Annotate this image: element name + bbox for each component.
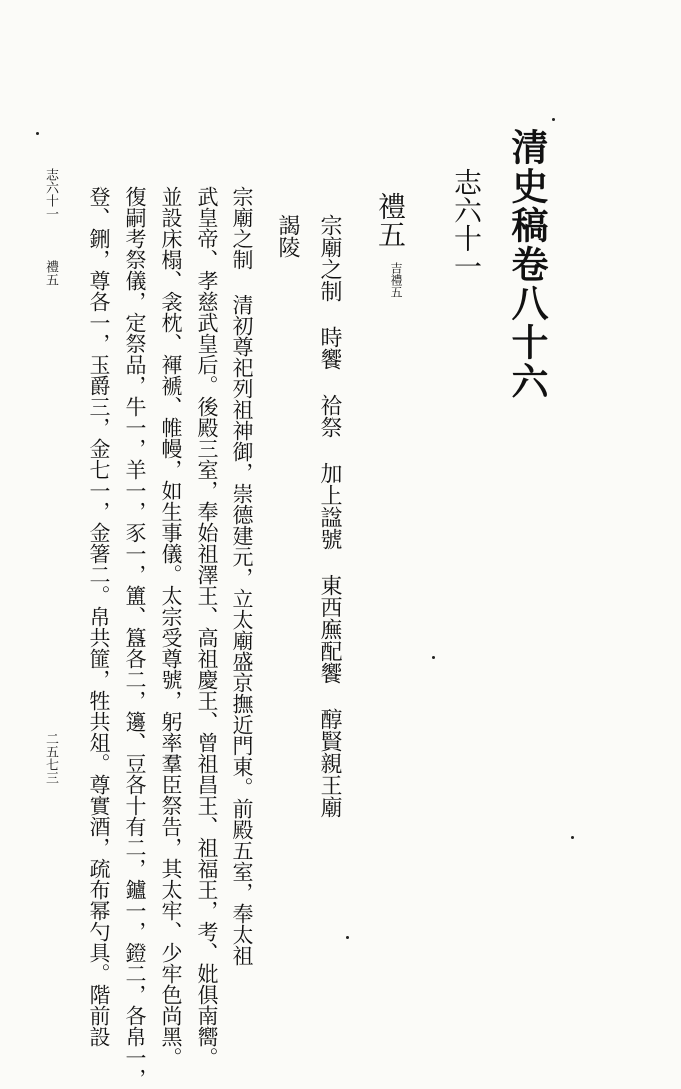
- toc-item: 宗廟之制: [317, 214, 342, 302]
- body-text-line: 並設床榻、衾枕、褌褫、帷幔，如生事儀。太宗受尊號，躬率羣臣祭告，其太牢、少牢色尚黑。: [159, 186, 183, 1068]
- table-of-contents-line-2: [276, 214, 298, 258]
- section-title: 禮五: [374, 192, 407, 248]
- book-title: 清史稿卷八十六: [505, 128, 549, 401]
- body-text-line: 復嗣考祭儀，定祭品，牛一，羊一，豕一，簠、簋各二，籩、豆各十有二，鑪一，鐙二，各帛一，: [123, 186, 147, 1089]
- table-of-contents-line-1: [318, 214, 340, 818]
- body-text-line: 武皇帝、孝慈武皇后。後殿三室，奉始祖澤王、高祖慶王、曾祖昌王、祖福王，考、妣俱南嚮。: [195, 186, 219, 1068]
- footer-section: 禮五: [43, 260, 58, 286]
- footer-volume: 志六十一: [43, 168, 58, 220]
- speck-mark: [36, 132, 39, 135]
- speck-mark: [432, 656, 435, 659]
- toc-item: 謁陵: [275, 214, 300, 258]
- speck-mark: [346, 936, 349, 939]
- toc-item: 東西廡配饗: [317, 574, 342, 684]
- section-note: 吉禮五: [389, 262, 403, 298]
- volume-title: 志六十一: [450, 168, 483, 280]
- speck-mark: [571, 836, 574, 839]
- speck-mark: [552, 118, 555, 121]
- toc-item: 加上諡號: [317, 462, 342, 550]
- toc-item: 醇賢親王廟: [317, 708, 342, 818]
- footer-chapter-label: [44, 168, 57, 286]
- toc-item: 祫祭: [317, 394, 342, 438]
- toc-item: 時饗: [317, 326, 342, 370]
- page-number: 二五七三: [43, 732, 58, 784]
- body-text-line: 登、鉶，尊各一，玉爵三，金七一，金箸二。帛共篚，牲共俎。尊實酒，疏布幂勺具。階前設: [87, 186, 111, 1047]
- body-text-line: 宗廟之制 清初尊祀列祖神御，崇德建元，立太廟盛京撫近門東。前殿五室，奉太祖: [230, 186, 254, 966]
